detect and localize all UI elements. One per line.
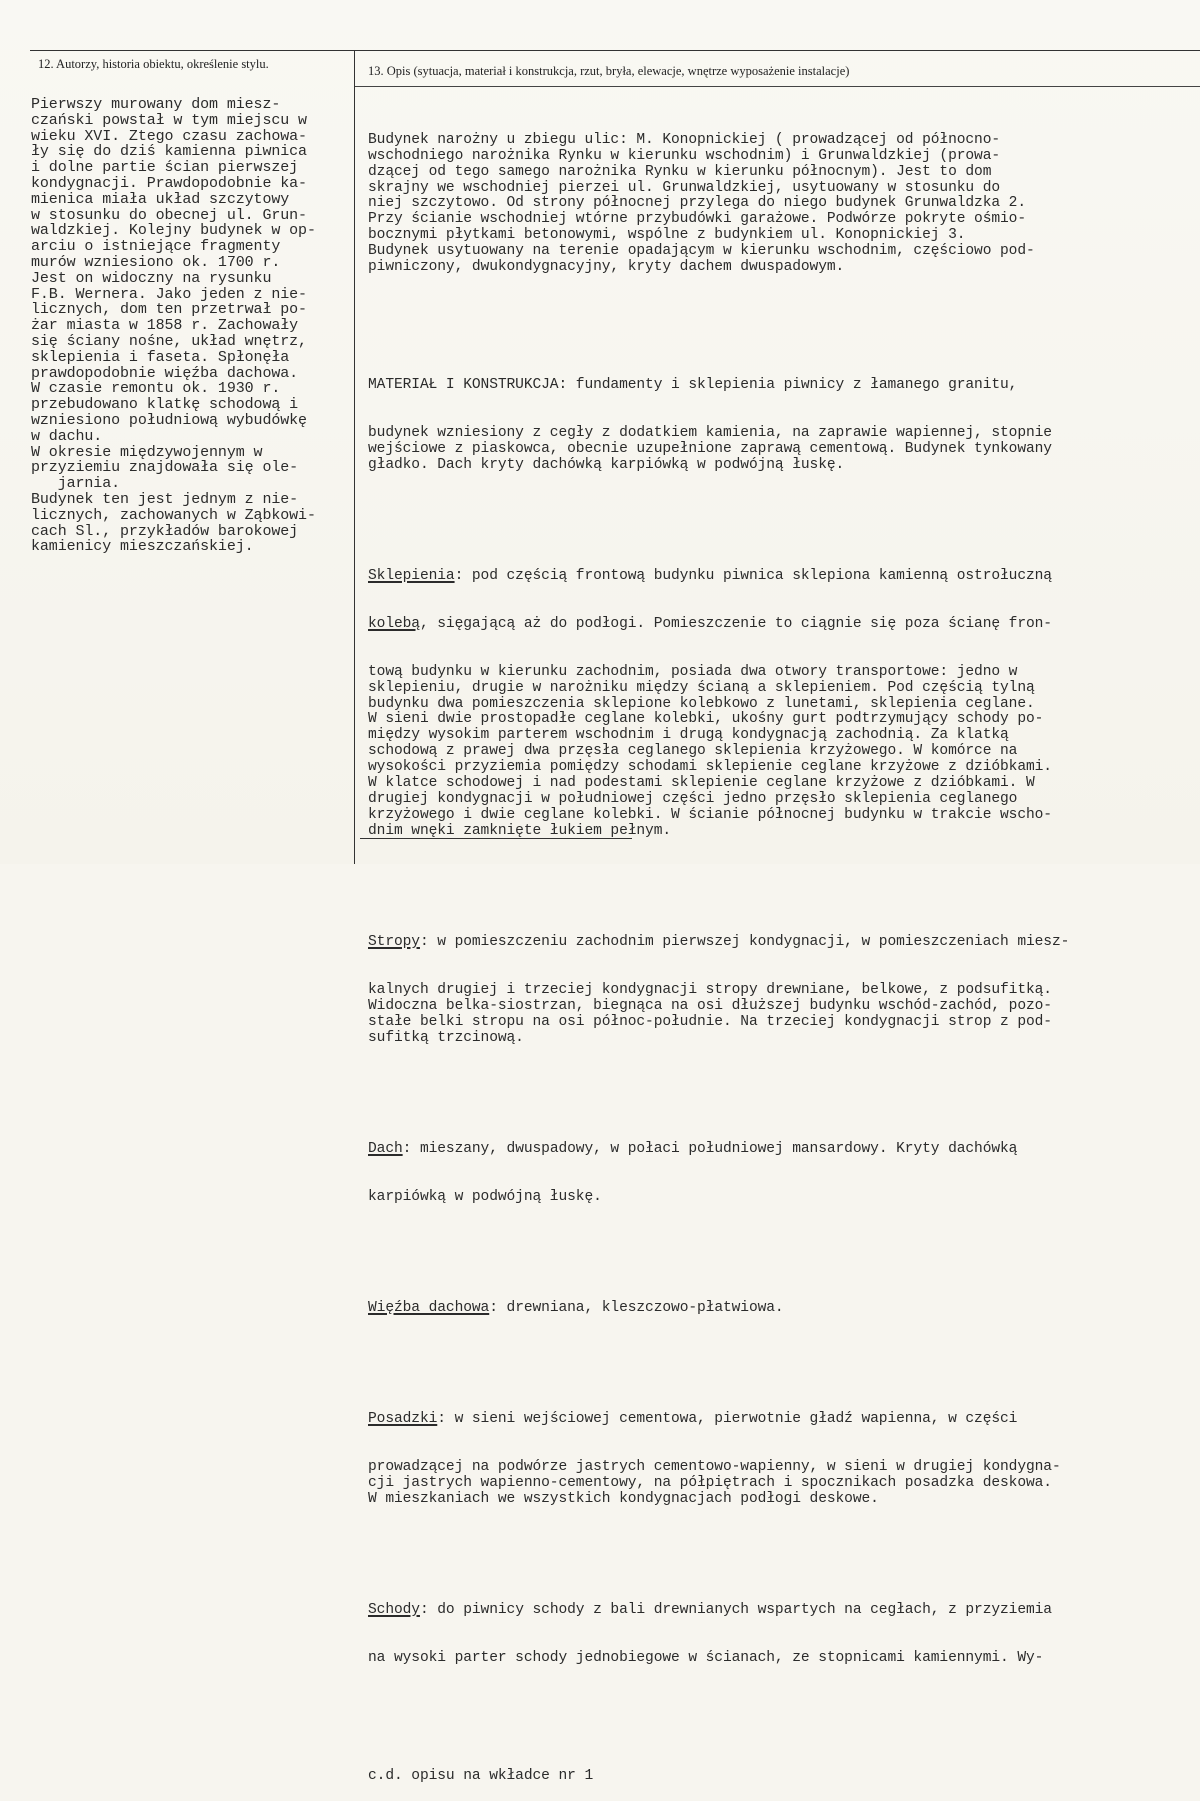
history-line: w stosunku do obecnej ul. Grun- xyxy=(31,206,307,224)
history-line: mienica miała układ szczytowy xyxy=(31,190,290,208)
description-line: karpiówką w podwójną łuskę. xyxy=(368,1188,602,1205)
history-line: waldzkiej. Kolejny budynek w op- xyxy=(31,222,316,240)
description-line: sufitką trzcinową. xyxy=(368,1029,524,1046)
description-line: Budynek usytuowany na terenie opadającym w kierunku wschodnim, częściowo pod- xyxy=(368,243,1035,260)
header-rule xyxy=(355,86,1200,87)
description-line: tową budynku w kierunku zachodnim, posiada dwa otwory transportowe: jedno w xyxy=(368,663,1018,680)
history-line: licznych, zachowanych w Ząbkowi- xyxy=(31,506,316,524)
description-text xyxy=(368,101,1198,1801)
history-line: przyziemiu znajdowała się ole- xyxy=(31,459,299,477)
top-rule xyxy=(30,50,1200,51)
description-line: cji jastrych wapienno-cementowy, na półpiętrach i spocznikach posadzka deskowa. xyxy=(368,1474,1052,1491)
history-line: jarnia. xyxy=(31,475,121,493)
history-line: W okresie międzywojennym w xyxy=(31,443,263,461)
description-line: budynku dwa pomieszczenia sklepione kolebkowo z lunetami, sklepienia ceglane. xyxy=(368,695,1035,712)
description-line: bocznymi płytkami betonowymi, wspólne z budynkiem ul. Konopnickiej 3. xyxy=(368,227,966,244)
description-line: wysokości przyziemia pomiędzy schodami sklepienie ceglane krzyżowe z dzióbkami. xyxy=(368,759,1052,776)
history-line: ły się do dziś kamienna piwnica xyxy=(31,143,307,161)
column-divider xyxy=(354,50,355,864)
description-line: drugiej kondygnacji w południowej części jedno przęsło sklepienia ceglanego xyxy=(368,790,1018,807)
history-line: F.B. Wernera. Jako jeden z nie- xyxy=(31,285,307,303)
description-line: stałe belki stropu na osi północ-południe. Na trzeciej kondygnacji strop z pod- xyxy=(368,1013,1052,1030)
vaults-section: Sklepienia: pod częścią frontową budynku piwnica sklepiona kamienną ostrołuczną kolebą, sięgającą aż do podłogi. Pomieszczenie to ciągnie się poza ścianę fron- tową budynku w kierunku zachodnim, posiada dwa otwory transportowe: jedno w sklepieniu, drugie w narożniku między ścianą a sklepieniem. Pod częścią tylną budynku dwa pomieszczenia sklepione kolebkowo z lunetami, sklepienia ceglane. W sieni dwie prostopadłe ceglane kolebki, ukośny gurt podtrzymujący schody po- między wysokim parterem wschodnim i drugą kondygnacją zachodnią. Za klatką schodową z prawej dwa przęsła ceglanego sklepienia krzyżowego. W komórce na wysokości przyziemia pomiędzy schodami sklepienie ceglane krzyżowe z dzióbkami. W klatce schodowej i nad podestami sklepienie ceglane krzyżowe z dzióbkami. W drugiej kondygnacji w południowej części jedno przęsło sklepienia ceglanego krzyżowego i dwie ceglane kolebki. W ścianie północnej budynku w trakcie wscho- dnim wnęki zamknięte łukiem pełnym. xyxy=(368,537,1198,871)
floors-section: Posadzki: w sieni wejściowej cementowa, pierwotnie gładź wapienna, w części prowadzącej na podwórze jastrych cementowo-wapienny, w sieni w drugiej kondygna- cji jastrych wapienno-cementowy, na półpiętrach i spocznikach posadzka deskowa. W mieszkaniach we wszystkich kondygnacjach podłogi deskowe. xyxy=(368,1381,1198,1540)
history-line: Pierwszy murowany dom miesz- xyxy=(31,96,281,113)
roof-section: Dach: mieszany, dwuspadowy, w połaci południowej mansardowy. Kryty dachówką karpiówką w podwójną łuskę. xyxy=(368,1110,1198,1237)
history-line: W czasie remontu ok. 1930 r. xyxy=(31,380,281,398)
description-line: krzyżowego i dwie ceglane kolebki. W ścianie północnej budynku w trakcie wscho- xyxy=(368,806,1052,823)
description-line: wejściowe z piaskowca, obecnie uzupełnione zaprawą cementową. Budynek tynkowany xyxy=(368,441,1052,458)
history-line: prawdopodobnie więźba dachowa. xyxy=(31,364,299,382)
history-text xyxy=(31,97,351,555)
description-line: Budynek narożny u zbiegu ulic: M. Konopnickiej ( prowadzącej od północno- xyxy=(368,131,1001,148)
truss-label: Więźba dachowa xyxy=(368,1299,490,1316)
section-12-header: 12. Autorzy, historia obiektu, określenie stylu. xyxy=(38,57,269,71)
stairs-label: Schody xyxy=(368,1602,420,1619)
description-line: gładko. Dach kryty dachówką karpiówką w podwójną łuskę. xyxy=(368,456,845,473)
history-line: sklepienia i faseta. Spłonęła xyxy=(31,348,290,366)
description-line: Widoczna belka-siostrzan, biegnąca na osi dłuższej budynku wschód-zachód, pozo- xyxy=(368,997,1052,1014)
history-line: się ściany nośne, układ wnętrz, xyxy=(31,332,307,350)
description-line: W klatce schodowej i nad podestami sklepienie ceglane krzyżowe z dzióbkami. W xyxy=(368,775,1035,792)
description-line: piwniczony, dwukondygnacyjny, kryty dachem dwuspadowym. xyxy=(368,259,845,276)
history-line: w dachu. xyxy=(31,427,103,445)
description-line: W mieszkaniach we wszystkich kondygnacjach podłogi deskowe. xyxy=(368,1490,879,1507)
description-line: Przy ścianie wschodniej wtórne przybudówki garażowe. Podwórze pokryte ośmio- xyxy=(368,211,1026,228)
ceilings-label: Stropy xyxy=(368,934,420,951)
history-line: wieku XVI. Ztego czasu zachowa- xyxy=(31,127,307,145)
floors-label: Posadzki xyxy=(368,1411,438,1428)
history-line: cach Sl., przykładów barokowej xyxy=(31,522,299,540)
footer-underline xyxy=(360,838,632,839)
description-line: budynek wzniesiony z cegły z dodatkiem kamienia, na zaprawie wapiennej, stopnie xyxy=(368,425,1052,442)
history-line: kondygnacji. Prawdopodobnie ka- xyxy=(31,174,307,192)
description-line: kalnych drugiej i trzeciej kondygnacji stropy drewniane, belkowe, z podsufitką. xyxy=(368,981,1052,998)
description-line: między wysokim parterem wschodnim i drugą kondygnacją zachodnią. Za klatką xyxy=(368,727,1009,744)
description-line: na wysoki parter schody jednobiegowe w ścianach, ze stopnicami kamiennymi. Wy- xyxy=(368,1649,1044,1666)
history-line: wzniesiono południową wybudówkę xyxy=(31,411,307,429)
history-line: przebudowano klatkę schodową i xyxy=(31,396,299,414)
material-label: MATERIAŁ I KONSTRUKCJA: xyxy=(368,377,568,394)
description-line: dzącej od tego samego narożnika Rynku w kierunku północnym). Jest to dom xyxy=(368,163,992,180)
roof-label: Dach xyxy=(368,1140,403,1157)
material-section: MATERIAŁ I KONSTRUKCJA: fundamenty i sklepienia piwnicy z łamanego granitu, budynek wzniesiony z cegły z dodatkiem kamienia, na zaprawie wapiennej, stopnie wejściowe z piaskowca, obecnie uzupełnione zaprawą cementową. Budynek tynkowany gładko. Dach kryty dachówką karpiówką w podwójną łuskę. xyxy=(368,347,1198,506)
description-line: niej szczytowo. Od strony północnej przylega do niego budynek Grunwaldzka 2. xyxy=(368,195,1026,212)
section-13-header: 13. Opis (sytuacja, materiał i konstrukcja, rzut, bryła, elewacje, wnętrze wyposażenie instalacje) xyxy=(368,64,850,78)
history-line: arciu o istniejące fragmenty xyxy=(31,238,281,256)
stairs-section: Schody: do piwnicy schody z bali drewnianych wspartych na cegłach, z przyziemia na wysoki parter schody jednobiegowe w ścianach, ze stopnicami kamiennymi. Wy- xyxy=(368,1571,1198,1698)
ceilings-section: Stropy: w pomieszczeniu zachodnim pierwszej kondygnacji, w pomieszczeniach miesz- kalnych drugiej i trzeciej kondygnacji stropy drewniane, belkowe, z podsufitką. Widoczna belka-siostrzan, biegnąca na osi dłuższej budynku wschód-zachód, pozo- stałe belki stropu na osi północ-południe. Na trzeciej kondygnacji strop z pod- sufitką trzcinową. xyxy=(368,903,1198,1078)
history-line: kamienicy mieszczańskiej. xyxy=(31,538,254,556)
description-line: schodową z prawej dwa przęsła ceglanego sklepienia krzyżowego. W komórce na xyxy=(368,743,1018,760)
continuation-note: c.d. opisu na wkładce nr 1 xyxy=(368,1768,594,1785)
description-line: prowadzącej na podwórze jastrych cementowo-wapienny, w sieni w drugiej kondygna- xyxy=(368,1459,1061,1476)
history-line: licznych, dom ten przetrwał po- xyxy=(31,301,307,319)
description-line: W sieni dwie prostopadłe ceglane kolebki, ukośny gurt podtrzymujący schody po- xyxy=(368,711,1044,728)
history-line: żar miasta w 1858 r. Zachowały xyxy=(31,317,299,335)
truss-section: Więźba dachowa: drewniana, kleszczowo-płatwiowa. xyxy=(368,1299,784,1316)
history-line: czański powstał w tym miejscu w xyxy=(31,111,307,129)
situation-paragraph xyxy=(368,133,1198,276)
vaults-label: Sklepienia xyxy=(368,568,455,585)
description-line: wschodniego narożnika Rynku w kierunku wschodnim) i Grunwaldzkiej (prowa- xyxy=(368,147,1001,164)
history-line: Jest on widoczny na rysunku xyxy=(31,269,272,287)
description-line: sklepieniu, drugie w narożniku między ścianą a sklepieniem. Pod częścią tylną xyxy=(368,679,1035,696)
history-line: murów wzniesiono ok. 1700 r. xyxy=(31,253,281,271)
description-line: dnim wnęki zamknięte łukiem pełnym. xyxy=(368,822,672,839)
history-line: i dolne partie ścian pierwszej xyxy=(31,159,299,177)
history-line: Budynek ten jest jednym z nie- xyxy=(31,490,299,508)
description-line: skrajny we wschodniej pierzei ul. Grunwaldzkiej, usytuowany w stosunku do xyxy=(368,179,1001,196)
